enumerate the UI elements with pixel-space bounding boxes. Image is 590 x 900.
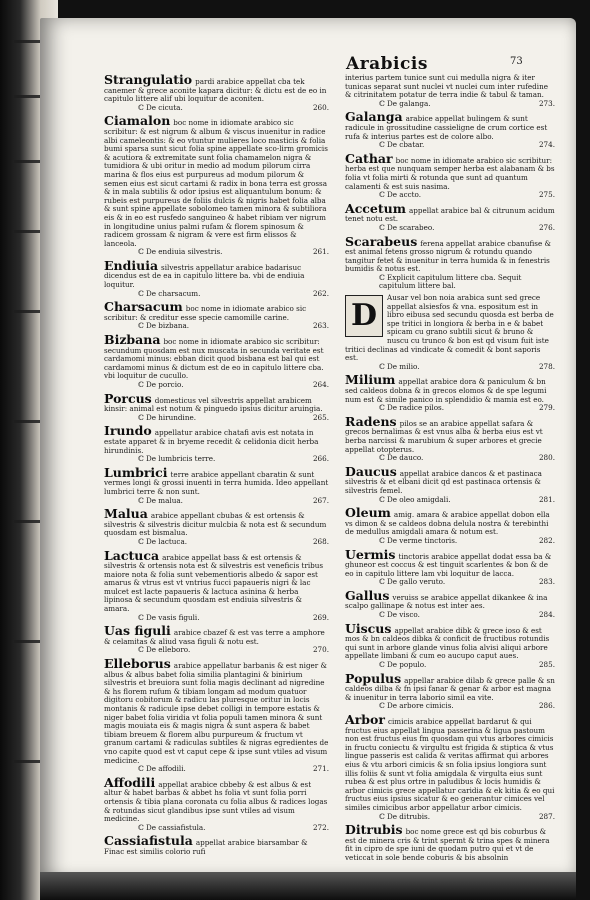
entry-number: 269. — [312, 612, 329, 622]
entry-number: 262. — [312, 288, 329, 298]
glossary-entry — [345, 670, 555, 711]
entry-number: 272. — [312, 822, 329, 832]
entry-headword: Oleum — [345, 505, 391, 521]
glossary-entry — [104, 547, 329, 623]
entry-text: silvestris appellatur arabice badarisuc dicendus est de ea in capitulo littere ba. vbi de endiuia loquitur. — [104, 262, 305, 290]
scan-streak — [14, 310, 40, 313]
next-entry-rubric — [345, 454, 555, 463]
glossary-entry — [104, 508, 329, 546]
next-entry-rubric — [345, 611, 555, 620]
entry-headword: Ditrubis — [345, 822, 403, 838]
entry-number: 266. — [312, 454, 329, 464]
entry-number: 279. — [538, 403, 555, 413]
next-entry-rubric — [104, 765, 329, 774]
next-entry-rubric — [104, 538, 329, 547]
rubric-text: ℂ De endiuia silvestris. — [138, 247, 223, 257]
rubric-text: ℂ De charsacum. — [138, 288, 201, 298]
glossary-entry — [345, 374, 555, 412]
entry-text: veruiss se arabice appellat dikankee & ina scalpo gallinape & notus est inter aes. — [345, 592, 548, 611]
rubric-text: ℂ De lactuca. — [138, 536, 188, 546]
rubric-text: ℂ De galanga. — [379, 98, 431, 108]
rubric-text: ℂ De accto. — [379, 190, 422, 200]
scan-streak — [14, 160, 40, 163]
scan-streak — [14, 760, 40, 763]
entry-headword: Milium — [345, 372, 396, 388]
entry-headword: Accetum — [345, 200, 406, 216]
rubric-text: ℂ De bizbana. — [138, 321, 190, 331]
glossary-entry — [345, 413, 555, 463]
entry-headword: Lumbrici — [104, 464, 168, 480]
rubric-text: ℂ De malua. — [138, 495, 183, 505]
glossary-entry — [345, 507, 555, 545]
entry-number: 286. — [538, 701, 555, 711]
entry-text: arabice appellatur barbanis & est niger & albus & albus babet folia similia plantagini & binirium silvestris et breuiora sunt folia magis declinant ad nigredine & hs florem rufum & tibiam longam ad modum quatuor digitoru cobitorum & radicu las pluresque oritur in locis montanis & radicule ipse debet colligi in tempore estatis & niger babet folia viridia vt folia populi tamen minora & sunt magis mouiata eis & magis nigra & sunt aspera & babet tibiam breuem & florem albu purpureum & fructum vt granum cartami & radiculas subtiles & nigras egredientes de vno capite quod est vt caput cepe & ipse sunt vtiles ad visum medicine. — [104, 661, 329, 765]
entry-headword: Uiscus — [345, 620, 392, 636]
next-entry-rubric — [104, 290, 329, 299]
entry-headword: Bizbana — [104, 332, 161, 348]
entry-number: 263. — [312, 321, 329, 331]
next-entry-rubric — [104, 455, 329, 464]
entry-headword: Affodili — [104, 774, 156, 790]
next-entry-rubric — [345, 496, 555, 505]
next-entry-rubric — [104, 824, 329, 833]
entry-headword: Endiuia — [104, 257, 159, 273]
entry-headword: Uermis — [345, 546, 396, 562]
entry-number: 282. — [538, 535, 555, 545]
next-entry-rubric — [345, 100, 555, 109]
entry-headword: Cassiafistula — [104, 833, 193, 849]
entry-text: arabice appellat bass & est ortensis & silvestris & ortensis nota est & silvestris est veneficis tribus maiore nota & folia sunt vebementioris albedo & sapor est amarus & vtrus est vt vntrius fucci papaueris nigri & lac mulcet est lacte papaueris & lactuca asinina & herba lipinosa & secundum quosdam est endiuia silvestris & amara. — [104, 552, 324, 614]
scan-streak — [14, 40, 40, 43]
rubric-text: ℂ De arbore cimicis. — [379, 701, 454, 711]
entry-headword: Galanga — [345, 109, 403, 125]
rubric-text: ℂ De ditrubis. — [379, 811, 431, 821]
entry-headword: Scarabeus — [345, 233, 418, 249]
glossary-entry — [104, 658, 329, 774]
entry-text: arabice appellat bulingem & sunt radicule in grossitudine cassieligne de crum cortice est rufa & interius partes est de colore albo. — [345, 114, 548, 141]
next-entry-rubric — [345, 813, 555, 822]
glossary-entry — [345, 587, 555, 620]
entry-headword: Daucus — [345, 463, 397, 479]
glossary-entry — [104, 74, 329, 112]
entry-headword: Strangulatio — [104, 72, 193, 87]
entry-text: arabice cbazef & est vas terre a amphore & celamitas & aliud vasa figuli & notu est. — [104, 628, 325, 646]
entry-headword: Irundo — [104, 423, 152, 439]
glossary-entry — [345, 233, 555, 292]
glossary-entry — [104, 301, 329, 331]
rubric-text: ℂ De milio. — [379, 361, 420, 371]
folio-number: 73 — [510, 56, 523, 67]
entry-text: amig. amara & arabice appellat dobon ella vs dimon & se caldeos dobna delula nostra & terebinthi de medullus amigdali amara & notum est. — [345, 510, 550, 537]
entry-number: 270. — [312, 645, 329, 655]
next-entry-rubric — [104, 497, 329, 506]
glossary-entry — [104, 257, 329, 298]
next-entry-rubric — [345, 661, 555, 670]
scan-streak — [14, 520, 40, 523]
entry-text: terre arabice appellant cbaratin & sunt vermes longi & grossi inuenti in terra humida. Ideo appellant lumbrici terre & non sunt. — [104, 469, 329, 496]
next-entry-rubric — [104, 614, 329, 623]
entry-text: appellat arabice dora & paniculum & bn sed caldeos dobna & in grecos elomos & de spe legumi num est & simile panico in splendidio & mamia est eo. — [345, 377, 547, 404]
left-text-column — [104, 74, 329, 854]
entry-number: 281. — [538, 494, 555, 504]
entry-number: 264. — [312, 380, 329, 389]
right-text-column — [345, 73, 555, 862]
next-entry-rubric — [345, 578, 555, 587]
next-entry-rubric — [345, 363, 555, 372]
rubric-text: ℂ De visco. — [379, 610, 420, 620]
scan-streak — [14, 95, 40, 98]
next-entry-rubric — [345, 191, 555, 200]
next-entry-rubric — [345, 274, 555, 291]
entry-text: boc nome in idiomate arabico sic scribitur: secundum quosdam est nux muscata in secunda veritate est cardamomi minus: ebban dicit quod bisbana est bal qui est cardamomi minus & dictum est de eo in capitulo littere cba. vbi loquitur de cucullo. — [104, 337, 324, 381]
glossary-entry — [104, 334, 329, 390]
entry-number: 265. — [312, 412, 329, 422]
glossary-entry — [345, 620, 555, 670]
rubric-text: ℂ De hirundine. — [138, 412, 196, 422]
entry-number: 283. — [538, 577, 555, 587]
next-entry-rubric — [104, 248, 329, 257]
scan-streak — [14, 420, 40, 423]
entry-text: appellatur arabice chatafi avis est notata in estate apparet & in bryeme recedit & celidonia dicit herba hirundinis. — [104, 428, 319, 455]
next-entry-rubric — [104, 381, 329, 390]
entry-headword: Arbor — [345, 712, 385, 727]
entry-text: appellar arabice dilab & grece palle & sn caldeos dilba & fn ipsi fanar & genar & arbor est magna & inuenitur in terra laborio simil ea vite. — [345, 675, 555, 702]
entry-number: 271. — [312, 764, 329, 774]
glossary-entry — [104, 625, 329, 655]
entry-text: appellat arabice dancos & et pastinaca silvestris & et elbani dicit qd est pastinaca ortensis & silvestris femel. — [345, 468, 542, 495]
scan-streak — [14, 230, 40, 233]
glossary-entry — [345, 111, 555, 149]
entry-text: appellat arabice dibk & grece ioso & est mos & bn caldeos dibka & conficit de fructibus rotundis qui sunt in arbore glande vinus folia alvisi aliqui arbore appellate limbani & cum eo aucupo caput aues. — [345, 625, 550, 661]
glossary-entry — [345, 714, 555, 821]
rubric-text: ℂ De lumbricis terre. — [138, 454, 216, 464]
rubric-text: ℂ De porcio. — [138, 380, 184, 389]
rubric-text: ℂ De gallo veruto. — [379, 577, 446, 587]
entry-text: tinctoris arabice appellat dodat essa ba & ghuneor est coccus & est tinguit scarlentes & bon & de eo in capitulo littere lam vbi loquitur de lacca. — [345, 551, 552, 578]
entry-text: ferena appellat arabice cbanufise & est animal fetens grosso nigrum & rotundu quando tangitur fetet & inuenitur in terra humida & in fenestris bumidis & notus est. — [345, 238, 551, 274]
glossary-entry — [345, 150, 555, 200]
entry-text: pardi arabice appellat cba tek canemer & grece aconite kapara dicitur: & dictu est de eo in capitulo littere alif ubi loquitur de aconiten. — [104, 77, 327, 104]
glossary-entry — [104, 390, 329, 423]
page-bottom-shadow — [40, 872, 576, 900]
rubric-text: ℂ De cbatar. — [379, 140, 425, 150]
next-entry-rubric — [104, 414, 329, 423]
entry-text: appellat arabice bal & citrunum acidum tenet notu est. — [345, 205, 555, 224]
entry-text: Ausar vel bon noia arabica sunt sed grece appellat alsiesfos & vna. espositum est in libro eibusa sed secundu quosda est berba de spe tritici in longiora & berba in e & babet spicam cu grano subtili sicut & bruno & nuscu cu trunco & bon est qd visum fuit iste tritici declinas ad vindicate & comedit & bont saporis est. — [345, 293, 554, 363]
next-entry-rubric — [345, 141, 555, 150]
rubric-text: ℂ De elleboro. — [138, 645, 191, 655]
rubric-text: ℂ De oleo amigdali. — [379, 494, 451, 504]
entry-headword: Radens — [345, 413, 397, 429]
entry-number: 278. — [538, 361, 555, 371]
next-entry-rubric — [345, 537, 555, 546]
entry-number: 260. — [312, 102, 329, 112]
entry-number: 268. — [312, 536, 329, 546]
rubric-text: ℂ Explicit capitulum littere cba. Sequit capitulum littere bal. — [379, 272, 522, 291]
entry-headword: Charsacum — [104, 299, 183, 315]
entry-headword: Lactuca — [104, 547, 160, 563]
entry-text: interius partem tunice sunt cui medulla nigra & iter tunicas separat sunt nuclei vt nuclei cum inter rufedine & citrinitatem potatur de terra indie & tabul & taman. — [345, 73, 548, 100]
entry-number: 261. — [312, 247, 329, 257]
glossary-entry — [345, 200, 555, 233]
decorated-initial: D — [345, 295, 383, 337]
next-entry-rubric — [104, 322, 329, 331]
entry-headword: Gallus — [345, 587, 390, 603]
glossary-entry — [345, 824, 555, 862]
entry-text: arabice appellant cbubas & est ortensis & silvestris & silvestris dicitur mulcbia & nota est & secundum quosdam est bismalua. — [104, 511, 327, 538]
entry-number: 280. — [538, 453, 555, 463]
glossary-entry — [345, 463, 555, 504]
glossary-entry — [104, 774, 329, 833]
entry-headword: Porcus — [104, 390, 152, 406]
entry-text: pilos se an arabice appellat safara & grecos bernalimas & est vnus alba & berba eius est vt berba narcissi & marubium & super arbores et grecie appellat otopterus. — [345, 418, 543, 454]
glossary-entry — [345, 546, 555, 587]
rubric-text: ℂ De dauco. — [379, 453, 424, 463]
entry-number: 287. — [538, 811, 555, 821]
entry-number: 267. — [312, 495, 329, 505]
rubric-text: ℂ De populo. — [379, 660, 427, 670]
glossary-entry — [104, 835, 329, 856]
entry-number: 273. — [538, 98, 555, 108]
next-entry-rubric — [104, 646, 329, 655]
entry-text: cimicis arabice appellat bardarut & qui fructus eius appellat lingua passerina & ligua pastoum non est fructus eius fm quosdam qui vtus arbores cimicis in fructu coniectu & virgultu est frigida & stiptica & vtus lingue passeris est calida & veritas affirmat qui arbores eius & vtu arbori cimicis & sn folia ipsius longiora sunt illis foliis & sunt vt folia amigdala & virgulta eius sunt rubea & est plus ortre in paludibus & locis humidis & arbor cimicis grece appellatur caridia & ek kitia & eo qui fructus eius ipsius sicatur & eo generantur cimices vel similes cimicibus arbor appellatur arbor cimicis. — [345, 717, 555, 812]
glossary-entry — [104, 115, 329, 257]
entry-number: 284. — [538, 610, 555, 620]
rubric-text: ℂ De cassiafistula. — [138, 822, 206, 832]
next-entry-rubric — [345, 224, 555, 233]
entry-headword: Elleborus — [104, 656, 171, 672]
rubric-text: ℂ De scarabeo. — [379, 222, 435, 232]
next-entry-rubric — [345, 702, 555, 711]
rubric-text: ℂ De affodili. — [138, 764, 186, 774]
next-entry-rubric — [104, 104, 329, 113]
rubric-text: ℂ De cicuta. — [138, 102, 183, 112]
glossary-entry — [104, 425, 329, 463]
entry-number: 274. — [538, 140, 555, 150]
entry-text: boc nome grece est qd bis coburbus & est de minera cris & trint spermt & trina spes & minera fit in cipro de spe iuni de quodam putro qui et vt de veticcat in sole bende coburis & bis absolnin — [345, 827, 550, 862]
rubric-text: ℂ De verme tinctoris. — [379, 535, 458, 545]
next-entry-rubric — [345, 404, 555, 413]
rubric-text: ℂ De radice pilos. — [379, 403, 444, 413]
entry-text: boc nome in idiomate arabico sic scribitur: & est nigrum & album & viscus inuenitur in radice albi cameleontis: & eo vtuntur mulieres loco masticis & folia bumi sparsa sunt sicut folia spine appellate sco-lirm gromicis & acutiora & extremitate sunt folia chamamelon nigra & tumidiora & ubi oritur in medio ad modum pilorum cirra marina & flos eius est purpureus ad modum pilorum & semen eius est sicut cartami & radix in bona terra est grossa & in mala subtilis & odor ipsius est aliquantulum bonum: & rubeis est purpureus de foliis dulcis & nigris habet folia alba & sunt spine appellate sobolomeo tamen minora & subtiliora eis & in eo est rusfedo sanguineo & habet ribiam ver nigrum in longitudine unius palmi rufam & florem spinosum & radicem grossam & nigram & vere est firm elissos & lanceola. — [104, 118, 328, 248]
entry-text: appellat arabice biarsambar & Finac est similis colorio rufi — [104, 838, 308, 856]
entry-headword: Populus — [345, 670, 402, 686]
running-head: Arabicis — [346, 54, 428, 74]
entry-headword: Uas figuli — [104, 623, 171, 639]
rubric-text: ℂ De vasis figuli. — [138, 612, 200, 622]
entry-text: domesticus vel silvestris appellat arabicem kinsir: animal est notum & pinguedo ipsius dicitur aruingia. — [104, 395, 323, 414]
entry-headword: Cathar — [345, 150, 393, 166]
entry-number: 276. — [538, 222, 555, 232]
glossary-entry — [345, 74, 555, 108]
entry-number: 275. — [538, 190, 555, 200]
glossary-entry — [104, 464, 329, 505]
entry-number: 285. — [538, 660, 555, 670]
entry-headword: Malua — [104, 506, 148, 522]
entry-headword: Ciamalon — [104, 113, 171, 129]
entry-text: boc nome in idiomate arabico sic scribitur: & creditur esse specie camomille carine. — [104, 304, 307, 322]
entry-text: appellat arabice cbbeby & est albus & est altur & habet barbas & abbet hs folia vt sunt folia porri ortensis & tibia plana coronata cu folia albus & radices logas & rotundas sicut glandibus ipse sunt vtiles ad visum medicine. — [104, 779, 328, 824]
glossary-entry — [345, 294, 555, 371]
entry-text: boc nome in idiomate arabico sic scribitur: herba est que nunquam semper herba est alabanam & bs folia vt folia mirti & rotunda que sunt ad quantum calamenti & est suis nasima. — [345, 155, 555, 191]
scan-streak — [14, 640, 40, 643]
